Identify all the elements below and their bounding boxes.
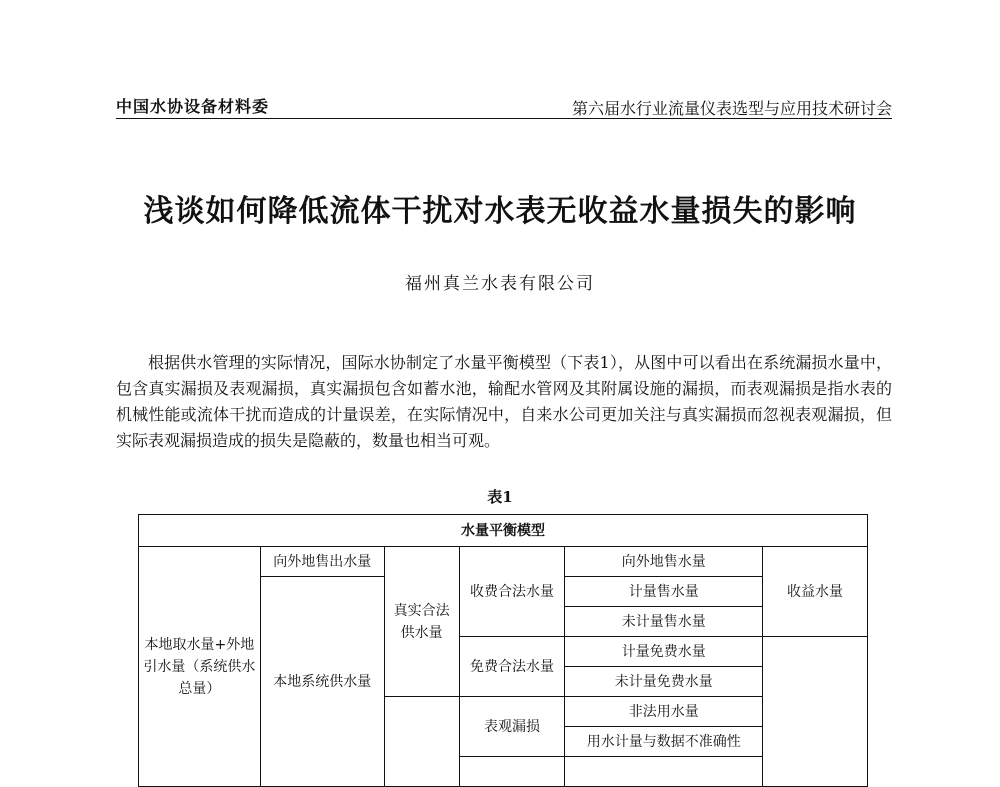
header-rule [116,118,892,119]
journal-header-left: 中国水协设备材料委 [116,97,270,116]
apparent-losses-cell: 表观漏损 [459,697,565,757]
export-sold-cell: 向外地售出水量 [260,547,384,577]
system-input-cell: 本地系统供水量 [260,577,384,787]
total-supply-cell: 本地取水量+外地引水量（系统供水总量） [139,547,261,787]
unbilled-authorized-cell: 免费合法水量 [459,637,565,697]
journal-header-right: 第六届水行业流量仪表选型与应用技术研讨会 [571,99,892,118]
metering-inaccuracy-cell: 用水计量与数据不准确性 [565,727,763,757]
article-author: 福州真兰水表有限公司 [405,274,595,294]
table-caption: 表1 [487,488,513,506]
unbilled-metered-cell: 计量免费水量 [565,637,763,667]
water-losses-cell [384,697,459,787]
non-revenue-cell [763,637,868,787]
article-title: 浅谈如何降低流体干扰对水表无收益水量损失的影响 [143,194,857,229]
export-billed-cell: 向外地售水量 [565,547,763,577]
billed-metered-cell: 计量售水量 [565,577,763,607]
unbilled-unmetered-cell: 未计量免费水量 [565,667,763,697]
real-losses-cell [459,757,565,787]
billed-authorized-cell: 收费合法水量 [459,547,565,637]
billed-unmetered-cell: 未计量售水量 [565,607,763,637]
real-losses-detail-cell [565,757,763,787]
water-balance-table [138,514,868,787]
body-paragraph: 根据供水管理的实际情况，国际水协制定了水量平衡模型（下表1），从图中可以看出在系统漏损水量中，包含真实漏损及表观漏损，真实漏损包含如蓄水池，输配水管网及其附属设施的漏损，而表观漏损是指水表的机械性能或流体干扰而造成的计量误差，在实际情况中，自来水公司更加关注与真实漏损而忽视表观漏损，但实际表观漏损造成的损失是隐蔽的，数量也相当可观。 [116,353,892,450]
authorized-consumption-cell: 真实合法供水量 [384,547,459,697]
unauthorized-consumption-cell: 非法用水量 [565,697,763,727]
revenue-water-cell: 收益水量 [763,547,868,637]
table-header-cell: 水量平衡模型 [139,515,868,547]
